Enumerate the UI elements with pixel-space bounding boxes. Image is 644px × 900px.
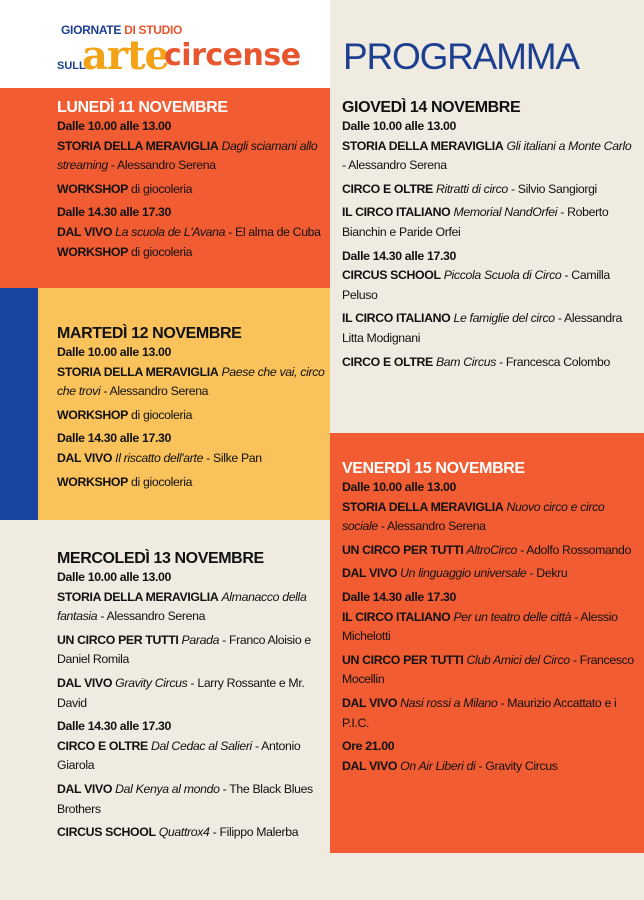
list-item: DAL VIVO On Air Liberi di - Gravity Circus: [342, 758, 558, 773]
list-item: UN CIRCO PER TUTTI Club Amici del Circo - Francesco Mocellin: [342, 652, 634, 687]
time-slot: Dalle 10.00 alle 13.00: [57, 119, 171, 133]
list-item: CIRCUS SCHOOL Piccola Scuola di Circo - Camilla Peluso: [342, 268, 610, 302]
time-slot: Dalle 14.30 alle 17.30: [57, 205, 171, 220]
list-item: STORIA DELLA MERAVIGLIA Almanacco della fantasia - Alessandro Serena: [57, 589, 307, 624]
list-item: IL CIRCO ITALIANO Memorial NandOrfei - Roberto Bianchin e Paride Orfei: [342, 205, 609, 239]
list-item: IL CIRCO ITALIANO Le famiglie del circo - Alessandra Litta Modignani: [342, 311, 623, 345]
time-slot: Dalle 14.30 alle 17.30: [57, 431, 171, 446]
list-item: DAL VIVO Un linguaggio universale - Dekru: [342, 566, 568, 581]
list-item: DAL VIVO Nasi rossi a Milano - Maurizio Accattato e i P.I.C.: [342, 695, 617, 730]
list-item: WORKSHOP di giocoleria: [57, 407, 193, 422]
list-item: CIRCO E OLTRE Ritratti di circo - Silvio Sangiorgi: [342, 181, 597, 196]
logo-text-di-studio: DI STUDIO: [124, 23, 183, 37]
list-item: IL CIRCO ITALIANO Per un teatro delle città - Alessio Michelotti: [342, 609, 618, 644]
time-slot: Ore 21.00: [342, 739, 395, 754]
list-item: UN CIRCO PER TUTTI AltroCirco - Adolfo Rossomando: [342, 542, 632, 557]
day-title: MERCOLEDÌ 13 NOVEMBRE: [57, 550, 264, 567]
logo-text-giornate: GIORNATE: [61, 23, 122, 37]
day-block-friday: [330, 433, 644, 853]
time-slot: Dalle 10.00 alle 13.00: [57, 570, 171, 584]
list-item: WORKSHOP di giocoleria: [57, 474, 193, 489]
day-block-monday: [0, 88, 330, 288]
time-slot: Dalle 14.30 alle 17.30: [57, 719, 171, 734]
list-item: WORKSHOP di giocoleria: [57, 181, 193, 196]
day-block-thursday: [330, 88, 644, 433]
time-slot: Dalle 10.00 alle 13.00: [342, 119, 456, 133]
list-item: CIRCUS SCHOOL Quattrox4 - Filippo Malerba: [57, 825, 299, 840]
header-logo-area: [0, 0, 330, 88]
list-item: DAL VIVO Gravity Circus - Larry Rossante e Mr. David: [57, 675, 305, 710]
day-title: GIOVEDÌ 14 NOVEMBRE: [342, 99, 521, 116]
accent-bar: [0, 288, 38, 520]
list-item: CIRCO E OLTRE Bam Circus - Francesca Colombo: [342, 354, 610, 369]
day-block-tuesday: [38, 288, 330, 520]
time-slot: Dalle 14.30 alle 17.30: [342, 248, 456, 263]
logo-text-arte: arte: [82, 32, 169, 79]
list-item: STORIA DELLA MERAVIGLIA Paese che vai, circo che trovi - Alessandro Serena: [57, 364, 325, 399]
day-title: VENERDÌ 15 NOVEMBRE: [342, 460, 525, 477]
list-item: STORIA DELLA MERAVIGLIA Nuovo circo e circo sociale - Alessandro Serena: [342, 499, 605, 534]
time-slot: Dalle 10.00 alle 13.00: [342, 480, 456, 494]
list-item: DAL VIVO Il riscatto dell'arte - Silke Pan: [57, 450, 262, 465]
day-title: MARTEDÌ 12 NOVEMBRE: [57, 325, 242, 342]
time-slot: Dalle 10.00 alle 13.00: [57, 345, 171, 359]
list-item: WORKSHOP di giocoleria: [57, 244, 193, 259]
day-block-wednesday: [0, 533, 330, 900]
logo-text-circense: circense: [164, 38, 301, 73]
list-item: UN CIRCO PER TUTTI Parada - Franco Aloisio e Daniel Romila: [57, 632, 311, 667]
list-item: DAL VIVO Dal Kenya al mondo - The Black Blues Brothers: [57, 781, 313, 816]
list-item: STORIA DELLA MERAVIGLIA Gli italiani a Monte Carlo - Alessandro Serena: [342, 138, 632, 173]
list-item: CIRCO E OLTRE Dal Cedac al Salieri - Antonio Giarola: [57, 738, 301, 773]
list-item: DAL VIVO La scuola de L'Avana - El alma de Cuba: [57, 224, 321, 239]
day-title: LUNEDÌ 11 NOVEMBRE: [57, 99, 228, 116]
logo-text-sull: SULL': [57, 60, 89, 72]
page-title: PROGRAMMA: [343, 36, 579, 77]
bottom-filler: [330, 853, 644, 900]
time-slot: Dalle 14.30 alle 17.30: [342, 589, 456, 604]
list-item: STORIA DELLA MERAVIGLIA Dagli sciamani allo streaming - Alessandro Serena: [57, 138, 318, 173]
